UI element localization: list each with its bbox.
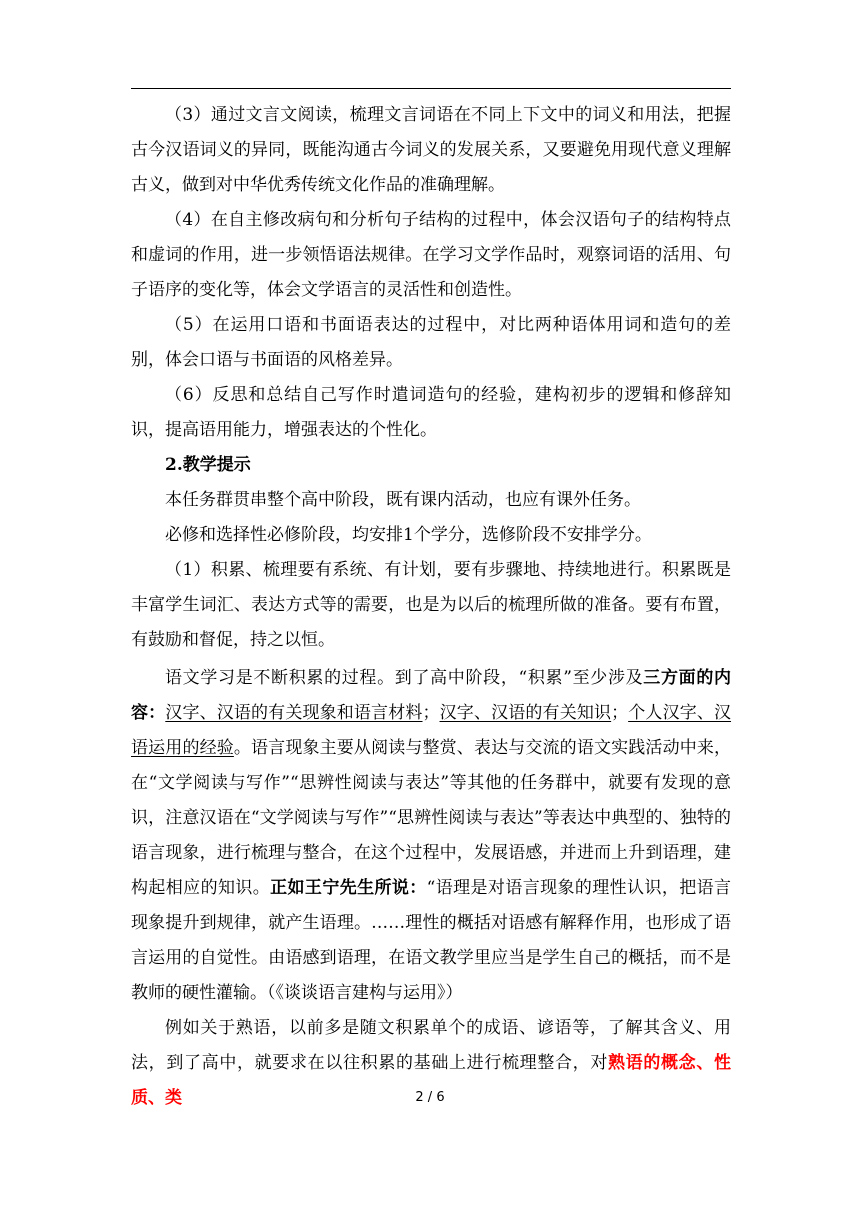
teaching-tip-3: （1）积累、梳理要有系统、有计划，要有步骤地、持续地进行。积累既是丰富学生词汇、表达方式等的需要，也是为以后的梳理所做的准备。要有布置，有鼓励和督促，持之以恒。 [131,560,731,650]
lang-underline-1: 汉字、汉语的有关现象和语言材料 [165,703,423,723]
page-body [131,98,731,1116]
lang-sep-1: ； [422,703,440,723]
lang-body: 。语言现象主要从阅读与整赏、表达与交流的语文实践活动中来，在“文学阅读与写作”“思辨性阅读与表达”等其他的任务群中，就要有发现的意识，注意汉语在“文学阅读与写作”“思辨性阅读与表达”等表达中典型的、独特的语言现象，进行梳理与整合，在这个过程中，发展语感，并进而上升到语理，建构起相应的知识。 [131,738,732,898]
paragraph-4: （4）在自主修改病句和分析句子结构的过程中，体会汉语句子的结构特点和虚词的作用，进一步领悟语法规律。在学习文学作品时，观察词语的活用、句子语序的变化等，体会文学语言的灵活性和创造性。 [131,210,731,300]
paragraph-5: （5）在运用口语和书面语表达的过程中，对比两种语体用词和造句的差别，体会口语与书面语的风格差异。 [131,315,731,370]
language-learning-paragraph [131,661,731,1011]
section-heading: 2.教学提示 [165,455,251,475]
paragraph-6: （6）反思和总结自己写作时遣词造句的经验，建构初步的逻辑和修辞知识，提高语用能力，增强表达的个性化。 [131,385,731,440]
paragraph-3: （3）通过文言文阅读，梳理文言词语在不同上下文中的词义和用法，把握古今汉语词义的异同，既能沟通古今词义的发展关系，又要避免用现代意义理解古义，做到对中华优秀传统文化作品的准确理解。 [131,105,731,195]
teaching-tip-2: 必修和选择性必修阶段，均安排1个学分，选修阶段不安排学分。 [165,525,652,545]
idiom-red-text: 熟语的概念、性质、类 [131,1053,731,1108]
page-number: 2 / 6 [415,1090,445,1105]
lang-quote-lead: 正如王宁先生所说： [270,878,427,898]
lang-quote: “语理是对语言现象的理性认识，把语言现象提升到规律，就产生语理。……理性的概括对语感有解释作用，也形成了语言运用的自觉性。由语感到语理，在语文教学里应当是学生自己的概括，而不是教师的硬性灌输。（《谈谈语言建构与运用》） [131,878,732,1003]
lang-underline-2: 汉字、汉语的有关知识 [439,703,612,723]
teaching-tip-1: 本任务群贯串整个高中阶段，既有课内活动，也应有课外任务。 [165,490,641,510]
lang-underline-3: 个人汉字、汉语运用的经验 [131,703,732,758]
lang-sep-2: ； [611,703,629,723]
lang-bold-lead: 三方面的内容： [131,668,731,723]
idiom-lead: 例如关于熟语，以前多是随文积累单个的成语、谚语等，了解其含义、用法，到了高中，就要求在以往积累的基础上进行梳理整合，对 [131,1018,731,1073]
header-rule [131,88,731,89]
lang-lead: 语文学习是不断积累的过程。到了高中阶段，“积累”至少涉及 [165,668,644,688]
